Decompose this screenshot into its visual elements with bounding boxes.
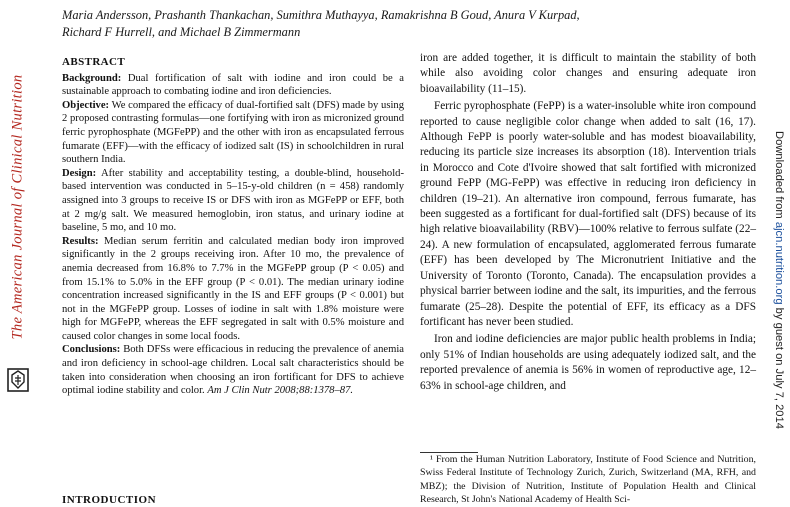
- body-paragraph: iron are added together, it is difficult to maintain the stability of both while also avoiding color changes and ensuring adequate iron bioavailability (11–15).: [420, 52, 756, 95]
- abstract-paragraph: [62, 167, 404, 235]
- section-label: Results:: [62, 235, 99, 247]
- download-suffix: by guest on July 7, 2014: [773, 304, 785, 429]
- abstract-paragraph: [62, 99, 404, 167]
- section-label: Background:: [62, 72, 122, 84]
- author-line: Richard F Hurrell, and Michael B Zimmermann: [62, 25, 301, 39]
- abstract-paragraph: [62, 343, 404, 397]
- abstract-heading: ABSTRACT: [62, 56, 126, 68]
- section-text: Median serum ferritin and calculated median body iron improved significantly in the 2 groups receiving iron. After 10 mo, the prevalence of anemia decreased from 16.8% to 7.7% in the MGFePP group (P < 0.05) and from 15.1% to 5.0% in the EFF group (P < 0.01). The median urinary iodine concentration increased significantly in the IS and EFF groups (P < 0.001) but not in the MGFePP group. Losses of iodine in salt with 1.8% moisture were high for MGFePP, whereas the EFF segregated in salt with 0.5% moisture and caused color changes in some local foods.: [62, 235, 404, 342]
- journal-name-vertical: [6, 42, 30, 372]
- introduction-heading: INTRODUCTION: [62, 494, 157, 506]
- abstract-paragraph: [62, 72, 404, 99]
- section-label: Design:: [62, 167, 97, 179]
- section-text: Both DFSs were efficacious in reducing the prevalence of anemia and iron deficiency in school-age children. Local salt characteristics should be taken into consideration when choosing an iron fortificant for DFS to achieve optimal iodine stability and color.: [62, 344, 404, 397]
- download-notice: [773, 131, 785, 429]
- download-notice-vertical: [768, 60, 790, 500]
- citation: Am J Clin Nutr 2008;88:1378–87.: [207, 385, 354, 397]
- section-text: Dual fortification of salt with iodine and iron could be a sustainable approach to combating iodine and iron deficiencies.: [62, 72, 404, 98]
- body-paragraph: Iron and iodine deficiencies are major public health problems in India; only 51% of Indian households are using adequately iodized salt, and the reported prevalence of anemia is 56% in women of reproductive age, 12–63% in school-age children, and: [420, 333, 756, 392]
- footnote: ¹ From the Human Nutrition Laboratory, Institute of Food Science and Nutrition, Swiss Federal Institute of Technology Zurich, Zurich, Switzerland (MA, RFH, and MBZ); the Division of Nutrition, Institute of Population Health and Clinical Research, St John's National Academy of Health Sci-: [420, 454, 756, 506]
- journal-site-link[interactable]: ajcn.nutrition.org: [773, 221, 785, 305]
- author-line: Maria Andersson, Prashanth Thankachan, Sumithra Muthayya, Ramakrishna B Goud, Anura V Kurpad,: [62, 8, 580, 22]
- body-column: [420, 51, 756, 394]
- section-text: We compared the efficacy of dual-fortified salt (DFS) made by using 2 proposed contrasting formulas—one fortifying with iron as micronized ground ferric pyrophosphate (MGFePP) and the other with iron as encapsulated ferrous fumarate (EFF)—with the efficacy of iodized salt (IS) in schoolchildren in rural southern India.: [62, 99, 404, 166]
- journal-logo-icon: [7, 368, 29, 392]
- download-prefix: Downloaded from: [773, 131, 785, 222]
- section-label: Conclusions:: [62, 344, 121, 356]
- section-text: After stability and acceptability testing, a double-blind, household-based intervention was conducted in 5–15-y-old children (n = 458) randomly assigned into 3 groups to receive IS or DFS with iron as MGFePP or EFF, both at 2 mg/g salt. We measured hemoglobin, iron status, and urinary iodine at baseline, 5 mo, and 10 mo.: [62, 167, 404, 234]
- body-paragraph: Ferric pyrophosphate (FePP) is a water-insoluble white iron compound reported to cause negligible color change when added to salt (16, 17). Although FePP is poorly water-soluble and has modest bioavailability, reducing its particle size increases its absorption (18). Intervention trials in Morocco and Cote d'Ivoire showed that salt fortified with micronized ground FePP (MG-FePP) was effective in reducing iron deficiency in children (19–21). An alternative iron compound, ferrous fumarate, has been suggested as a fortificant for dual-fortified salt (DFS) because of its high relative bioavailability (RBV)—100% relative to ferrous sulfate (22–24). A new formulation of encapsulated, agglomerated ferrous fumarate (EFF) has been developed by The Micronutrient Initiative and the University of Toronto (Toronto, Canada). The encapsulation provides a physical barrier between iodine and the salt, its impurities, and the ferrous fumarate (25–28). Despite the potential of EFF, its efficacy as a DFS fortificant has never been studied.: [420, 100, 756, 328]
- abstract-paragraph: [62, 235, 404, 344]
- section-label: Objective:: [62, 99, 110, 111]
- abstract-column: [62, 56, 404, 398]
- author-list: [62, 7, 662, 41]
- journal-name: The American Journal of Clinical Nutrition: [9, 74, 26, 340]
